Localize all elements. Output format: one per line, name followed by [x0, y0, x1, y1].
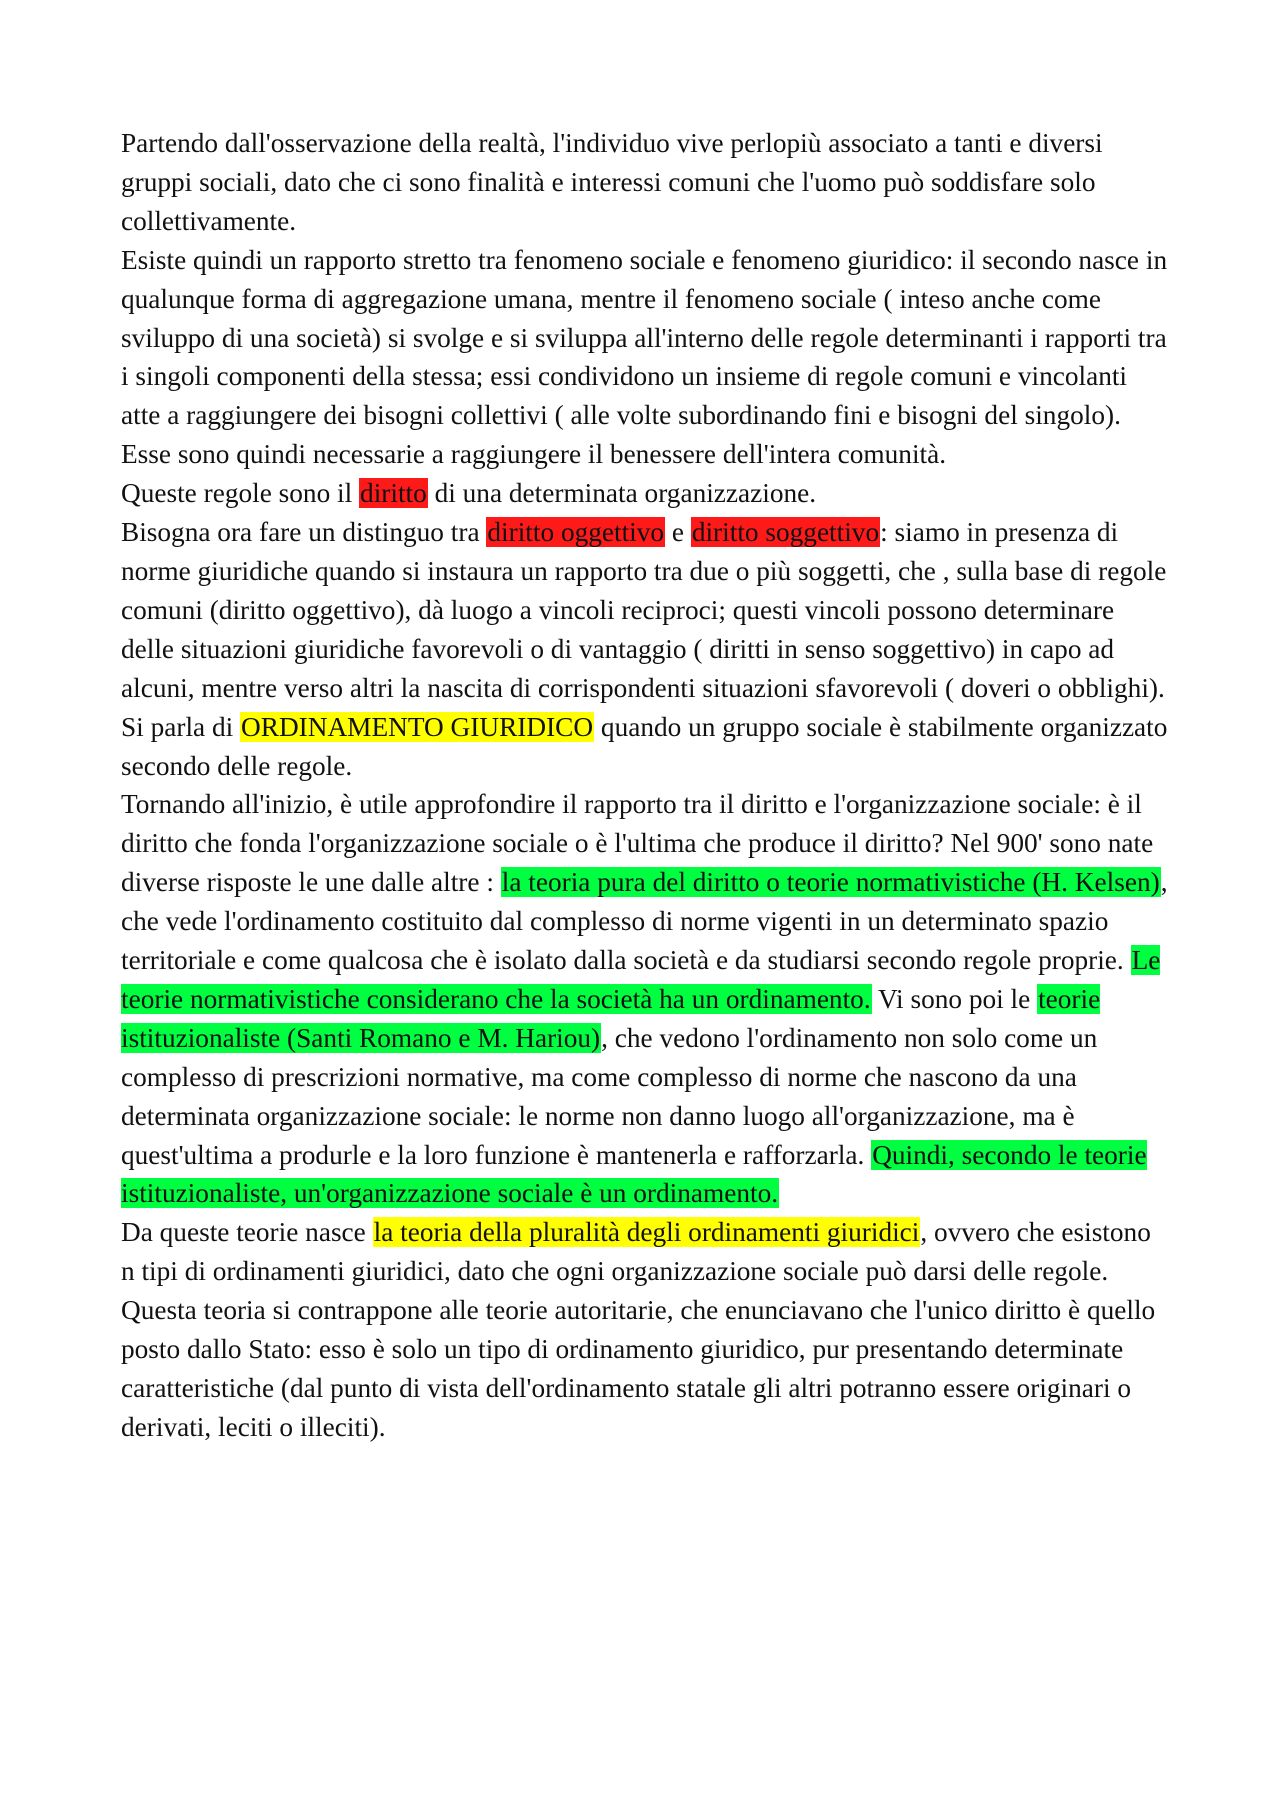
paragraph-6-text-4: , che vedono l'ordinamento non solo come un complesso di prescrizioni normative, ma come complesso di norme che nascono da una determinata organizzazione sociale: le norme non danno luogo all'organizzazione, ma è quest'ultima a produrle e la loro funzione è mantenerla e rafforzarla.: [121, 1022, 1098, 1170]
highlight-diritto-soggettivo: diritto soggettivo: [691, 517, 880, 548]
paragraph-7-text-before: Da queste teorie nasce: [121, 1217, 373, 1248]
paragraph-4-text-after: : siamo in presenza di norme giuridiche quando si instaura un rapporto tra due o più soggetti, che , sulla base di regole comuni (diritto oggettivo), dà luogo a vincoli reciproci; questi vincoli possono determinare delle situazioni giuridiche favorevoli o di vantaggio ( diritti in senso soggettivo) in capo ad alcuni, mentre verso altri la nascita di corrispondenti situazioni sfavorevoli ( doveri o obblighi).: [121, 517, 1167, 703]
highlight-teorie-normativistiche: Le teorie normativistiche considerano che la società ha un ordinamento.: [121, 945, 1161, 1014]
paragraph-3-text-before: Queste regole sono il: [121, 478, 360, 509]
highlight-ordinamento-giuridico: ORDINAMENTO GIURIDICO: [241, 711, 594, 742]
paragraph-7: [121, 1213, 1171, 1446]
highlight-conclusione-istituzionaliste: Quindi, secondo le teorie istituzionaliste, un'organizzazione sociale è un ordinamento.: [121, 1139, 1147, 1209]
highlight-teoria-pura: la teoria pura del diritto o teorie normativistiche (H. Kelsen): [501, 867, 1160, 898]
highlight-diritto-oggettivo: diritto oggettivo: [487, 517, 665, 548]
paragraph-4: [121, 513, 1171, 708]
paragraph-1: Partendo dall'osservazione della realtà, l'individuo vive perlopiù associato a tanti e diversi gruppi sociali, dato che ci sono finalità e interessi comuni che l'uomo può soddisfare solo collettivamente.: [121, 128, 1103, 236]
paragraph-7-text-after: , ovvero che esistono n tipi di ordinamenti giuridici, dato che ogni organizzazione sociale può darsi delle regole. Questa teoria si contrappone alle teorie autoritarie, che enunciavano che l'unico diritto è quello posto dallo Stato: esso è solo un tipo di ordinamento giuridico, pur presentando determinate caratteristiche (dal punto di vista dell'ordinamento statale gli altri potranno essere originari o derivati, leciti o illeciti).: [121, 1217, 1156, 1442]
document-body: [121, 124, 1171, 1447]
paragraph-5-text-before: Si parla di: [121, 711, 241, 742]
paragraph-4-text-mid: e: [665, 517, 691, 548]
paragraph-5-text-after: quando un gruppo sociale è stabilmente organizzato secondo delle regole.: [121, 711, 1168, 781]
paragraph-3-text-after: di una determinata organizzazione.: [427, 478, 817, 509]
paragraph-6: [121, 785, 1171, 1213]
paragraph-2: Esiste quindi un rapporto stretto tra fenomeno sociale e fenomeno giuridico: il secondo nasce in qualunque forma di aggregazione umana, mentre il fenomeno sociale ( inteso anche come sviluppo di una società) si svolge e si sviluppa all'interno delle regole determinanti i rapporti tra i singoli componenti della stessa; essi condividono un insieme di regole comuni e vincolanti atte a raggiungere dei bisogni collettivi ( alle volte subordinando fini e bisogni del singolo). Esse sono quindi necessarie a raggiungere il benessere dell'intera comunità.: [121, 244, 1168, 470]
paragraph-5: [121, 708, 1171, 786]
paragraph-4-text-before: Bisogna ora fare un distinguo tra: [121, 517, 487, 548]
paragraph-3: [121, 474, 1171, 513]
paragraph-6-text-3: Vi sono poi le: [871, 983, 1038, 1014]
highlight-diritto: diritto: [360, 478, 427, 509]
highlight-pluralita-ordinamenti: la teoria della pluralità degli ordinamenti giuridici: [373, 1217, 920, 1248]
paragraph-6-text-2: , che vede l'ordinamento costituito dal complesso di norme vigenti in un determinato spazio territoriale e come qualcosa che è isolato dalla società e da studiarsi secondo regole proprie.: [121, 867, 1168, 976]
paragraph-6-text-1: Tornando all'inizio, è utile approfondire il rapporto tra il diritto e l'organizzazione sociale: è il diritto che fonda l'organizzazione sociale o è l'ultima che produce il diritto? Nel 900' sono nate diverse risposte le une dalle altre :: [121, 789, 1154, 898]
highlight-teorie-istituzionaliste: teorie istituzionaliste (Santi Romano e M. Hariou): [121, 983, 1101, 1053]
